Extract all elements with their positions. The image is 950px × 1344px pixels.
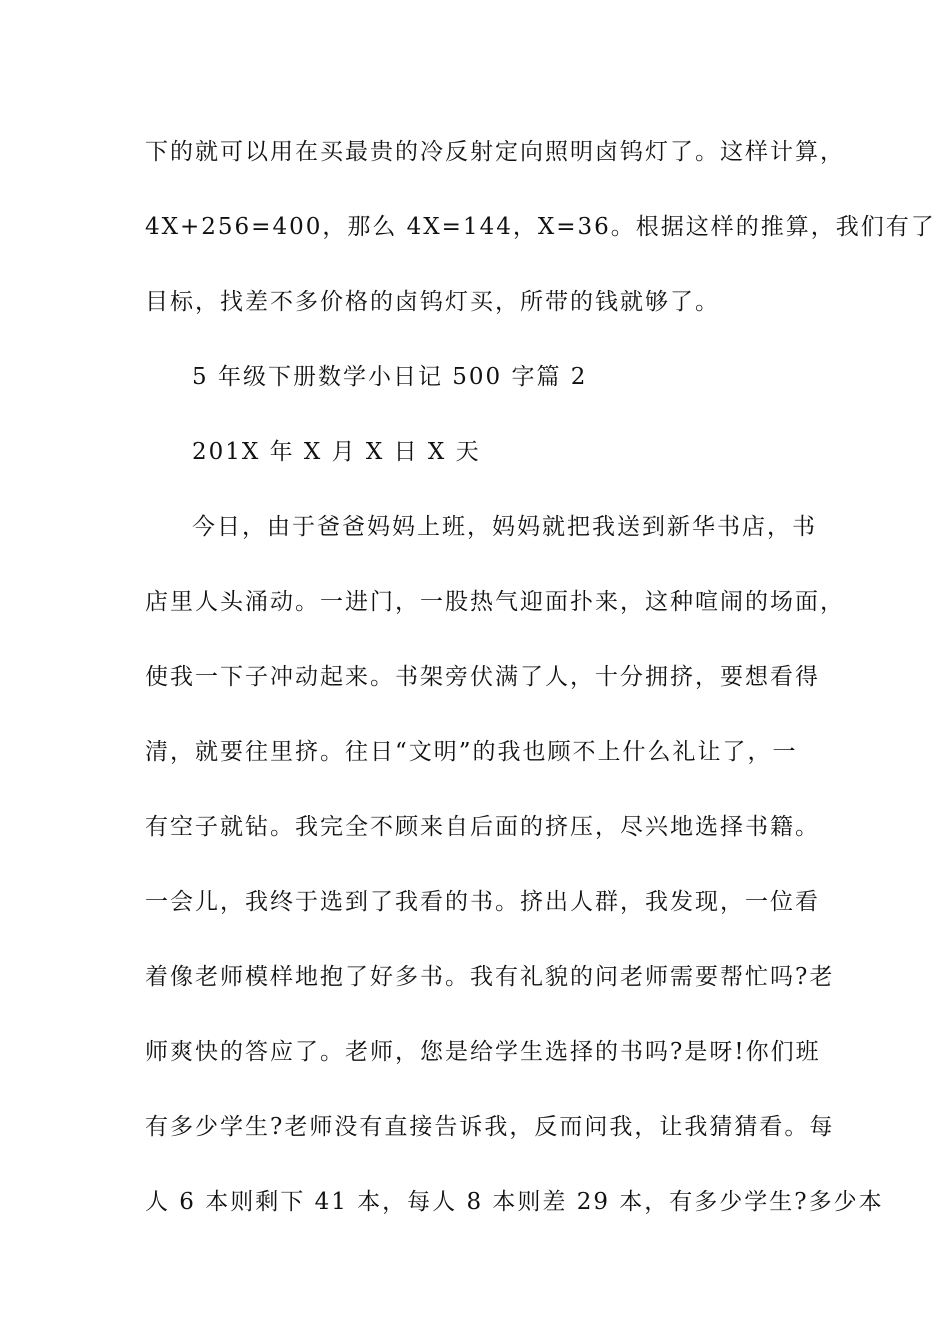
paragraph-line: 有空子就钻。我完全不顾来自后面的挤压，尽兴地选择书籍。 (145, 814, 820, 840)
paragraph-line: 今日，由于爸爸妈妈上班，妈妈就把我送到新华书店，书 (192, 514, 817, 540)
diary-date: 201X 年 X 月 X 日 X 天 (192, 439, 481, 465)
paragraph-line: 清，就要往里挤。往日“文明”的我也顾不上什么礼让了，一 (145, 739, 798, 765)
section-heading: 5 年级下册数学小日记 500 字篇 2 (192, 364, 588, 390)
paragraph-line: 目标，找差不多价格的卤钨灯买，所带的钱就够了。 (145, 289, 720, 315)
paragraph-line: 使我一下子冲动起来。书架旁伏满了人，十分拥挤，要想看得 (145, 664, 820, 690)
paragraph-line: 下的就可以用在买最贵的冷反射定向照明卤钨灯了。这样计算， (145, 139, 845, 165)
paragraph-line: 有多少学生?老师没有直接告诉我，反而问我，让我猜猜看。每 (145, 1114, 835, 1140)
paragraph-line: 师爽快的答应了。老师，您是给学生选择的书吗?是呀!你们班 (145, 1039, 821, 1065)
paragraph-line: 一会儿，我终于选到了我看的书。挤出人群，我发现，一位看 (145, 889, 820, 915)
paragraph-line: 着像老师模样地抱了好多书。我有礼貌的问老师需要帮忙吗?老 (145, 964, 835, 990)
paragraph-line: 店里人头涌动。一进门，一股热气迎面扑来，这种喧闹的场面， (145, 589, 845, 615)
paragraph-line: 4X+256=400，那么 4X=144，X=36。根据这样的推算，我们有了 (145, 214, 936, 240)
paragraph-line: 人 6 本则剩下 41 本，每人 8 本则差 29 本，有多少学生?多少本 (145, 1189, 884, 1215)
